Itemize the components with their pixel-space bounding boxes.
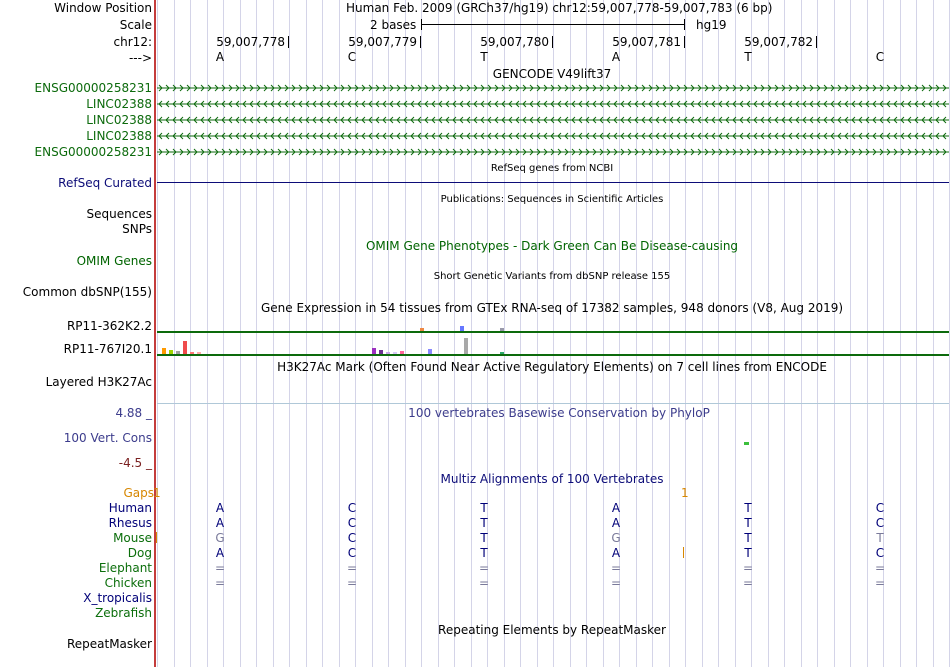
- h3k27ac-baseline: [157, 403, 949, 404]
- scale-label: Scale: [119, 18, 152, 32]
- gene-label-2[interactable]: LINC02388: [86, 113, 152, 127]
- gaps-label[interactable]: Gaps: [123, 486, 154, 500]
- alignment-base: T: [480, 501, 488, 515]
- h3k27ac-label[interactable]: Layered H3K27Ac: [45, 375, 152, 389]
- phylop-track-title: 100 vertebrates Basewise Conservation by PhyloP: [408, 406, 710, 420]
- alignment-base: T: [744, 501, 752, 515]
- gtex-tissue-bar[interactable]: [428, 349, 432, 354]
- alignment-base: A: [215, 501, 225, 515]
- gtex-track-title: Gene Expression in 54 tissues from GTEx RNA-seq of 17382 samples, 948 donors (V8, Aug 2019): [260, 301, 844, 315]
- coordinate-tick: [420, 36, 421, 48]
- snps-label[interactable]: SNPs: [122, 222, 152, 236]
- coordinate-tick: [288, 36, 289, 48]
- alignment-base: A: [611, 516, 621, 530]
- gene-track-3[interactable]: [157, 130, 949, 142]
- omim-track-title: OMIM Gene Phenotypes - Dark Green Can Be Disease-causing: [365, 239, 739, 253]
- refseq-label[interactable]: RefSeq Curated: [58, 176, 152, 190]
- gene-track-2[interactable]: [157, 114, 949, 126]
- coordinate-label: 59,007,778: [216, 35, 285, 49]
- cons-max-label: 4.88 _: [115, 406, 152, 420]
- alignment-base: G: [215, 531, 225, 545]
- gaps-mark-left: 1: [153, 486, 161, 500]
- gtex-tissue-bar[interactable]: [190, 352, 194, 354]
- alignment-base: T: [480, 516, 488, 530]
- dbsnp-label[interactable]: Common dbSNP(155): [22, 285, 152, 299]
- alignment-base: A: [215, 516, 225, 530]
- gtex-tissue-bar[interactable]: [169, 350, 173, 354]
- alignment-base: T: [744, 546, 752, 560]
- cons-label[interactable]: 100 Vert. Cons: [63, 431, 152, 445]
- species-label-zebrafish[interactable]: Zebrafish: [95, 606, 152, 620]
- coordinate-label: 59,007,782: [744, 35, 813, 49]
- coordinate-label: 59,007,780: [480, 35, 549, 49]
- base-letter: T: [744, 50, 752, 64]
- alignment-base: C: [875, 501, 885, 515]
- alignment-base: C: [875, 546, 885, 560]
- species-label-dog[interactable]: Dog: [127, 546, 152, 560]
- refseq-track-title: RefSeq genes from NCBI: [490, 163, 614, 174]
- gtex-separator-1: [157, 331, 949, 333]
- alignment-base: =: [610, 561, 622, 575]
- cons-min-label: -4.5 _: [118, 456, 152, 470]
- alignment-base: C: [347, 546, 357, 560]
- gtex-tissue-bar[interactable]: [400, 351, 404, 354]
- gene-label-0[interactable]: ENSG00000258231: [34, 81, 152, 95]
- coordinate-tick: [684, 36, 685, 48]
- gtex-tissue-bar[interactable]: [386, 352, 390, 354]
- alignment-base: T: [876, 531, 884, 545]
- assembly-text: hg19: [696, 18, 727, 32]
- gene-label-1[interactable]: LINC02388: [86, 97, 152, 111]
- alignment-base: =: [478, 576, 490, 590]
- sequences-label[interactable]: Sequences: [86, 207, 152, 221]
- gtex-tissue-bar[interactable]: [500, 328, 504, 331]
- alignment-base: =: [874, 561, 886, 575]
- gtex-gene2-label[interactable]: RP11-767I20.1: [63, 342, 152, 356]
- alignment-base: A: [611, 501, 621, 515]
- alignment-base: A: [611, 546, 621, 560]
- alignment-base: T: [744, 516, 752, 530]
- coordinate-tick: [816, 36, 817, 48]
- alignment-base: C: [875, 516, 885, 530]
- base-letter: A: [215, 50, 225, 64]
- label-column-divider: [154, 0, 156, 667]
- position-text: Human Feb. 2009 (GRCh37/hg19) chr12:59,007,778-59,007,783 (6 bp): [346, 1, 773, 15]
- refseq-gene-line[interactable]: [157, 182, 949, 183]
- alignment-base: =: [214, 576, 226, 590]
- alignment-base: C: [347, 516, 357, 530]
- base-letter: C: [875, 50, 885, 64]
- chr-label: chr12:: [113, 35, 152, 49]
- gtex-separator-2: [157, 354, 949, 356]
- alignment-base: =: [214, 561, 226, 575]
- gtex-tissue-bar[interactable]: [183, 341, 187, 354]
- dbsnp-track-title: Short Genetic Variants from dbSNP release 155: [433, 271, 671, 282]
- species-label-rhesus[interactable]: Rhesus: [108, 516, 152, 530]
- gaps-mark-right: 1: [681, 486, 689, 500]
- gtex-tissue-bar[interactable]: [176, 351, 180, 354]
- gtex-tissue-bar[interactable]: [162, 348, 166, 354]
- gencode-track-title: GENCODE V49lift37: [492, 67, 612, 81]
- publications-track-title: Publications: Sequences in Scientific Articles: [440, 194, 664, 205]
- species-label-xtropicalis[interactable]: X_tropicalis: [83, 591, 152, 605]
- phylop-score-mark: [744, 442, 749, 445]
- gtex-tissue-bar[interactable]: [393, 352, 397, 354]
- h3k27ac-track-title: H3K27Ac Mark (Often Found Near Active Regulatory Elements) on 7 cell lines from ENCODE: [277, 360, 827, 374]
- alignment-base: C: [347, 531, 357, 545]
- dog-gap-mark: [683, 547, 684, 558]
- scale-text: 2 bases: [370, 18, 417, 32]
- alignment-base: =: [742, 576, 754, 590]
- coordinate-tick: [552, 36, 553, 48]
- omim-label[interactable]: OMIM Genes: [76, 254, 152, 268]
- mouse-gap-mark: [156, 532, 157, 543]
- species-label-human[interactable]: Human: [108, 501, 152, 515]
- species-label-elephant[interactable]: Elephant: [98, 561, 152, 575]
- gtex-tissue-bar[interactable]: [420, 328, 424, 331]
- alignment-base: =: [742, 561, 754, 575]
- gtex-tissue-bar[interactable]: [464, 338, 468, 354]
- gene-track-1[interactable]: [157, 98, 949, 110]
- gene-track-4[interactable]: [157, 146, 949, 158]
- repeatmasker-track-title: Repeating Elements by RepeatMasker: [438, 623, 666, 637]
- alignment-base: =: [346, 576, 358, 590]
- coordinate-label: 59,007,779: [348, 35, 417, 49]
- gene-track-0[interactable]: [157, 82, 949, 94]
- scale-bar-right-tick: [684, 19, 685, 30]
- base-letter: A: [611, 50, 621, 64]
- species-label-mouse[interactable]: Mouse: [113, 531, 152, 545]
- scale-bar: [421, 24, 684, 25]
- alignment-base: =: [478, 561, 490, 575]
- scale-bar-left-tick: [421, 19, 422, 30]
- coordinate-label: 59,007,781: [612, 35, 681, 49]
- alignment-base: =: [610, 576, 622, 590]
- strand-arrow-label: --->: [128, 51, 152, 65]
- alignment-base: T: [480, 546, 488, 560]
- gene-label-3[interactable]: LINC02388: [86, 129, 152, 143]
- base-letter: C: [347, 50, 357, 64]
- alignment-base: T: [744, 531, 752, 545]
- gtex-tissue-bar[interactable]: [372, 348, 376, 354]
- gtex-tissue-bar[interactable]: [379, 350, 383, 354]
- species-label-chicken[interactable]: Chicken: [104, 576, 152, 590]
- repeatmasker-label[interactable]: RepeatMasker: [66, 637, 152, 651]
- gene-label-4[interactable]: ENSG00000258231: [34, 145, 152, 159]
- gtex-tissue-bar[interactable]: [500, 352, 504, 354]
- gtex-tissue-bar[interactable]: [197, 352, 201, 354]
- gtex-gene1-label[interactable]: RP11-362K2.2: [66, 319, 152, 333]
- alignment-base: T: [480, 531, 488, 545]
- alignment-base: G: [611, 531, 621, 545]
- base-letter: T: [480, 50, 488, 64]
- alignment-base: C: [347, 501, 357, 515]
- alignment-base: A: [215, 546, 225, 560]
- gtex-tissue-bar[interactable]: [460, 326, 464, 331]
- alignment-base: =: [874, 576, 886, 590]
- multiz-track-title: Multiz Alignments of 100 Vertebrates: [440, 472, 664, 486]
- alignment-base: =: [346, 561, 358, 575]
- window-position-label: Window Position: [54, 1, 152, 15]
